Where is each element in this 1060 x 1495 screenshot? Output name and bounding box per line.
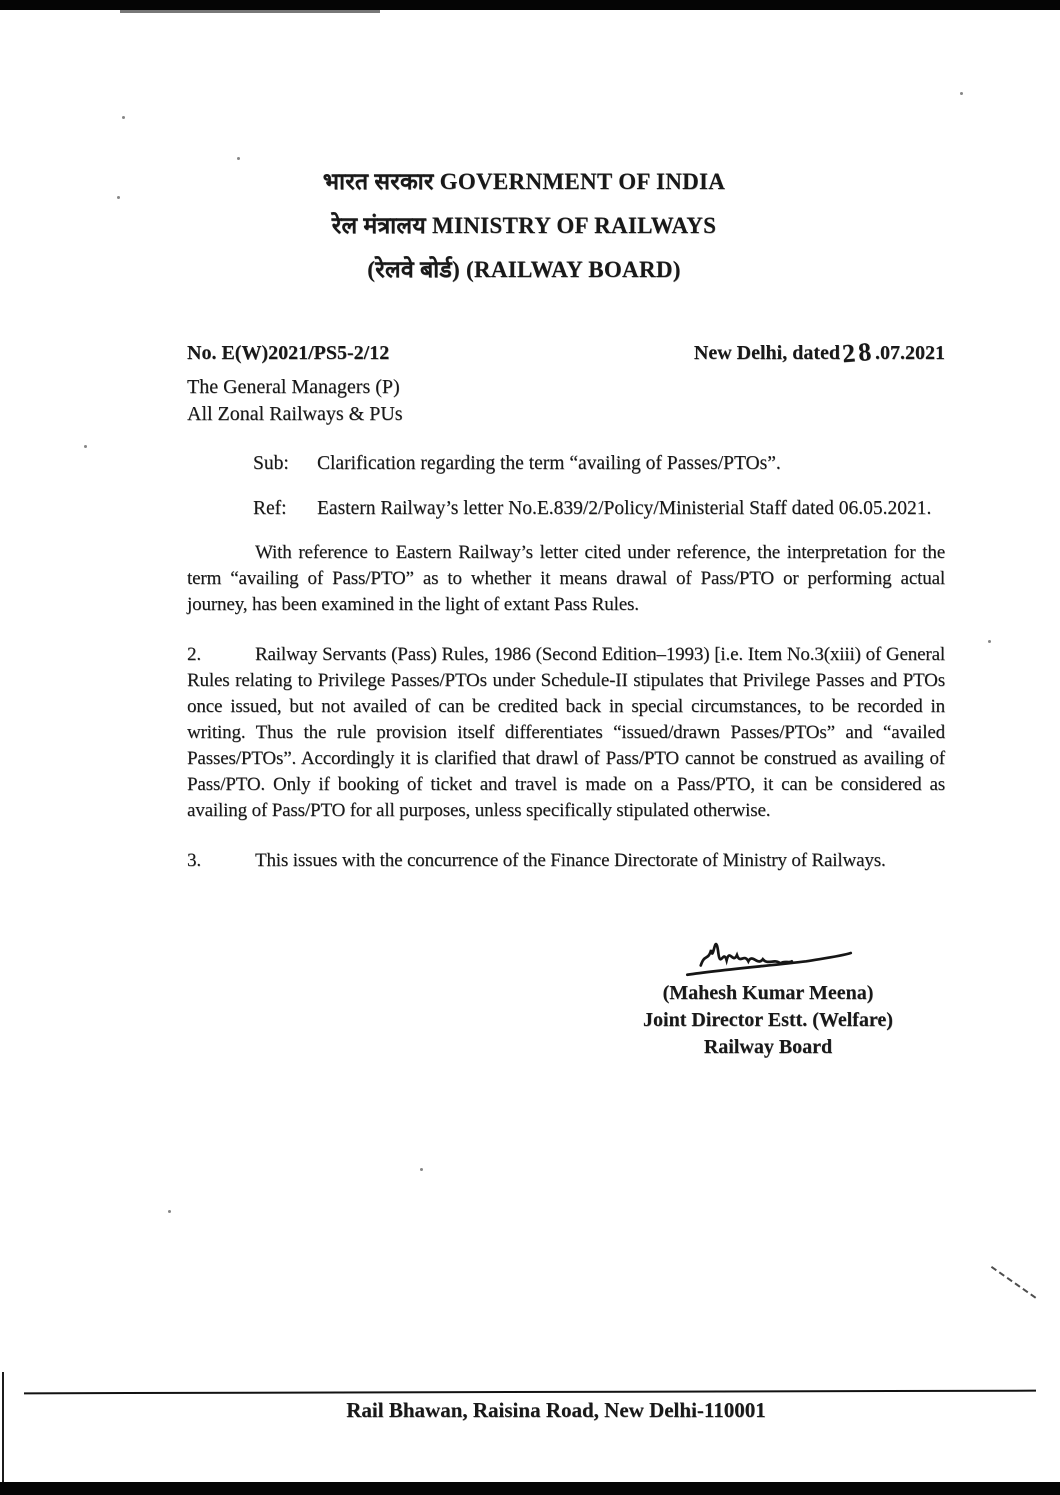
letter-number: No. E(W)2021/PS5-2/12 [187, 342, 390, 364]
letterhead [145, 160, 903, 292]
date-prefix: New Delhi, dated [693, 342, 840, 364]
handwritten-day: 28 [840, 336, 876, 369]
body-paragraph-3 [187, 848, 945, 874]
paragraph-text: Railway Servants (Pass) Rules, 1986 (Second Edition–1993) [i.e. Item No.3(xiii) of General Rules relating to Privilege Passes/PTOs under Schedule-II stipulates that Privilege Passes and PTOs once issued, but not availed of can be credited back in special circumstances, to be recorded in writing. Thus the rule provision itself differentiates “issued/drawn Passes/PTOs” and “availed Passes/PTOs”. Accordingly it is clarified that drawl of Pass/PTO cannot be construed as availing of Pass/PTO. Only if booking of ticket and travel is made on a Pass/PTO, it can be considered as availing of Pass/PTO for all purposes, unless specifically stipulated otherwise. [187, 644, 945, 821]
subject-row [187, 451, 945, 477]
addressee-line-1: The General Managers (P) [187, 376, 400, 398]
place-and-date [693, 336, 945, 369]
signature-scribble-icon [678, 922, 858, 982]
reference-row [187, 496, 945, 522]
reference-text: Eastern Railway’s letter No.E.839/2/Policy/Ministerial Staff dated 06.05.2021. [317, 498, 932, 519]
scan-edge-bottom [0, 1482, 1060, 1495]
signature-block [608, 922, 928, 1061]
date-suffix: .07.2021 [875, 342, 945, 364]
subject-text: Clarification regarding the term “availing of Passes/PTOs”. [317, 453, 781, 474]
paragraph-number: 3. [187, 850, 201, 871]
letterhead-line-ministry: रेल मंत्रालय MINISTRY OF RAILWAYS [331, 213, 717, 238]
signatory-designation: Joint Director Estt. (Welfare) [643, 1009, 893, 1031]
paragraph-text: This issues with the concurrence of the Finance Directorate of Ministry of Railways. [255, 850, 886, 871]
scan-speck [420, 1168, 423, 1171]
scan-speck [117, 196, 120, 199]
letterhead-line-government: भारत सरकार GOVERNMENT OF INDIA [322, 169, 726, 194]
signatory-organization: Railway Board [703, 1036, 833, 1058]
paragraph-number: 2. [187, 644, 201, 665]
scan-speck [960, 92, 963, 95]
addressee-line-2: All Zonal Railways & PUs [187, 403, 403, 425]
scan-speck [122, 116, 125, 119]
signatory-name: (Mahesh Kumar Meena) [662, 982, 874, 1004]
addressee-block [187, 374, 945, 428]
scan-speck [988, 640, 991, 643]
body-paragraph-2 [187, 642, 945, 824]
scan-speck [84, 445, 87, 448]
reference-label: Ref: [253, 498, 287, 519]
footer-rule [24, 1390, 1036, 1395]
subject-label: Sub: [253, 453, 289, 474]
letterhead-line-board: (रेलवे बोर्ड) (RAILWAY BOARD) [367, 257, 681, 282]
scan-scratch-mark [991, 1266, 1036, 1299]
scan-speck [168, 1210, 171, 1213]
letter-number-date-row [187, 336, 945, 369]
letter-content [187, 0, 945, 874]
scan-edge-left [2, 1372, 4, 1484]
body-paragraph-1: With reference to Eastern Railway’s letter cited under reference, the interpretation for the term “availing of Pass/PTO” as to whether it means drawal of Pass/PTO or performing actual journey, has been examined in the light of extant Pass Rules. [187, 542, 945, 615]
footer-address: Rail Bhawan, Raisina Road, New Delhi-110001 [346, 1398, 766, 1422]
scan-speck [237, 157, 240, 160]
